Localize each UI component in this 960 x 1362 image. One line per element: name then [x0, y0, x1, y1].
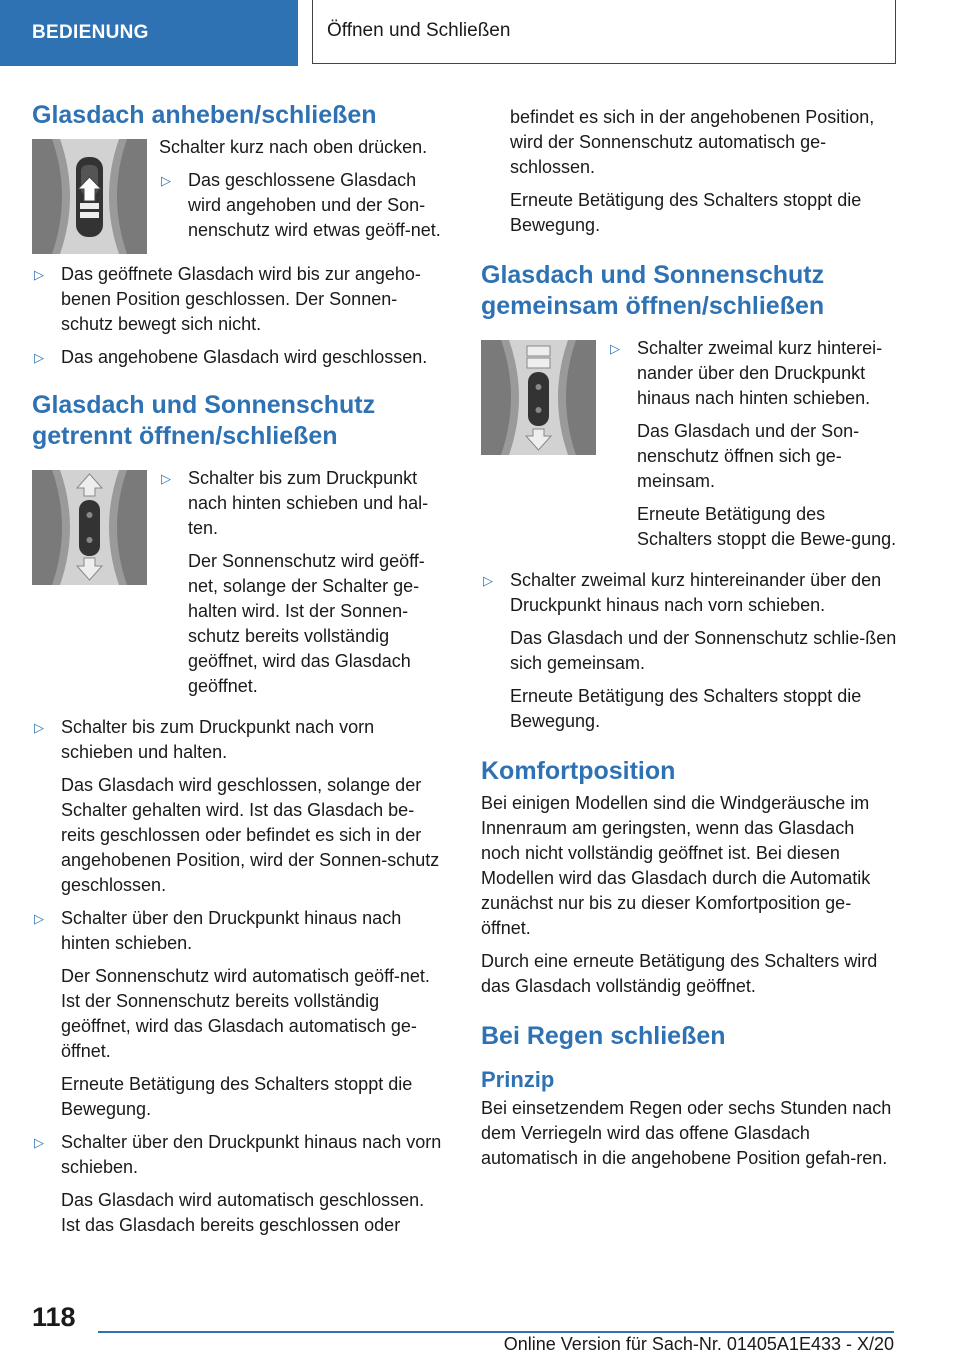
figure-block-anheben	[32, 135, 448, 254]
list-item: ▷ Schalter bis zum Druckpunkt nach hinten schieben und hal-ten.	[161, 468, 429, 538]
triangle-bullet-icon: ▷	[34, 267, 44, 282]
triangle-bullet-icon: ▷	[34, 720, 44, 735]
triangle-bullet-icon: ▷	[483, 573, 493, 588]
continued-text: befindet es sich in der angehobenen Position, wird der Sonnenschutz automatisch ge-schlossen.	[510, 107, 875, 177]
list-item: ▷ Schalter zweimal kurz hinterei-nander über den Druckpunkt hinaus nach hinten schieben.	[610, 338, 883, 408]
intro-text: Schalter kurz nach oben drücken.	[159, 137, 428, 157]
list-item-detail: Das Glasdach und der Son-nenschutz öffnen sich ge-meinsam.	[637, 421, 860, 491]
chapter-title: Öffnen und Schließen	[312, 0, 896, 64]
list-item-detail: Erneute Betätigung des Schalters stoppt die Bewegung.	[510, 686, 862, 731]
list-item: ▷ Das angehobene Glasdach wird geschlossen.	[32, 345, 448, 370]
heading-getrennt: Glasdach und Sonnenschutz getrennt öffnen/schließen	[32, 391, 376, 450]
right-column	[481, 105, 897, 1179]
footer-text: Online Version für Sach-Nr. 01405A1E433 - X/20	[503, 1334, 894, 1354]
switch-updown-image	[32, 470, 147, 585]
list-item-detail: Erneute Betätigung des Schalters stoppt die Bewegung.	[61, 1074, 413, 1119]
figure-block-gemeinsam	[481, 336, 897, 560]
paragraph: Bei einsetzendem Regen oder sechs Stunden nach dem Verriegeln wird das offene Glasdach automatisch in die angehobene Position gefah-ren.	[481, 1098, 892, 1168]
left-column	[32, 100, 448, 1246]
list-item: ▷ Schalter über den Druckpunkt hinaus nach vorn schieben.	[34, 1132, 442, 1177]
list-item-detail: Das Glasdach wird automatisch geschlossen. Ist das Glasdach bereits geschlossen oder	[61, 1190, 425, 1235]
triangle-bullet-icon: ▷	[161, 173, 171, 188]
triangle-bullet-icon: ▷	[34, 911, 44, 926]
figure-block-getrennt	[32, 466, 448, 707]
heading-bei-regen: Bei Regen schließen	[481, 1022, 726, 1050]
triangle-bullet-icon: ▷	[34, 1135, 44, 1150]
list-item: ▷ Das geöffnete Glasdach wird bis zur angeho-benen Position geschlossen. Der Sonnen-schutz bewegt sich nicht.	[34, 264, 421, 334]
list-item: ▷ Das geschlossene Glasdach wird angehoben und der Son-nenschutz wird etwas geöff-net.	[161, 170, 441, 240]
list-item-detail: Das Glasdach und der Sonnenschutz schlie-ßen sich gemeinsam.	[510, 628, 897, 673]
subheading-prinzip: Prinzip	[481, 1067, 555, 1092]
list-item: ▷ Schalter zweimal kurz hintereinander über den Druckpunkt hinaus nach vorn schieben.	[483, 570, 882, 615]
heading-gemeinsam: Glasdach und Sonnenschutz gemeinsam öffnen/schließen	[481, 261, 825, 320]
triangle-bullet-icon: ▷	[34, 350, 44, 365]
list-item-detail: Erneute Betätigung des Schalters stoppt die Bewe-gung.	[637, 504, 897, 549]
heading-glasdach-anheben: Glasdach anheben/schließen	[32, 101, 377, 129]
page-header	[0, 0, 960, 66]
footer-divider	[98, 1331, 894, 1333]
list-item-detail: Der Sonnenschutz wird geöff-net, solange der Schalter ge-halten wird. Ist der Sonnen-schutz bereits vollständig geöffnet, wird das Glasdach geöffnet.	[188, 551, 425, 696]
paragraph: Durch eine erneute Betätigung des Schalters wird das Glasdach vollständig geöffnet.	[481, 951, 878, 996]
triangle-bullet-icon: ▷	[610, 341, 620, 356]
list-item: ▷ Schalter über den Druckpunkt hinaus nach hinten schieben.	[34, 908, 402, 953]
list-item-detail: Das Glasdach wird geschlossen, solange der Schalter gehalten wird. Ist das Glasdach be-reits geschlossen oder befindet es sich in der angehobenen Position, wird der Sonnen-schutz geschlossen.	[61, 775, 440, 895]
list-item: ▷ Schalter bis zum Druckpunkt nach vorn schieben und halten.	[34, 717, 375, 762]
list-item-detail: Der Sonnenschutz wird automatisch geöff-net. Ist der Sonnenschutz bereits vollständig geöffnet, wird das Glasdach automatisch ge-öffnet.	[61, 966, 430, 1061]
triangle-bullet-icon: ▷	[161, 471, 171, 486]
paragraph: Bei einigen Modellen sind die Windgeräusche im Innenraum am geringsten, wenn das Glasdach noch nicht vollständig geöffnet ist. Bei diesen Modellen wird das Glasdach durch die Automatik zunächst nur bis zu dieser Komfortposition ge-öffnet.	[481, 793, 871, 938]
heading-komfortposition: Komfortposition	[481, 757, 676, 785]
page-number: 118	[32, 1302, 76, 1332]
switch-up-image	[32, 139, 147, 254]
continued-text: Erneute Betätigung des Schalters stoppt die Bewegung.	[510, 190, 862, 235]
section-label: BEDIENUNG	[0, 0, 298, 66]
switch-double-image	[481, 340, 596, 455]
